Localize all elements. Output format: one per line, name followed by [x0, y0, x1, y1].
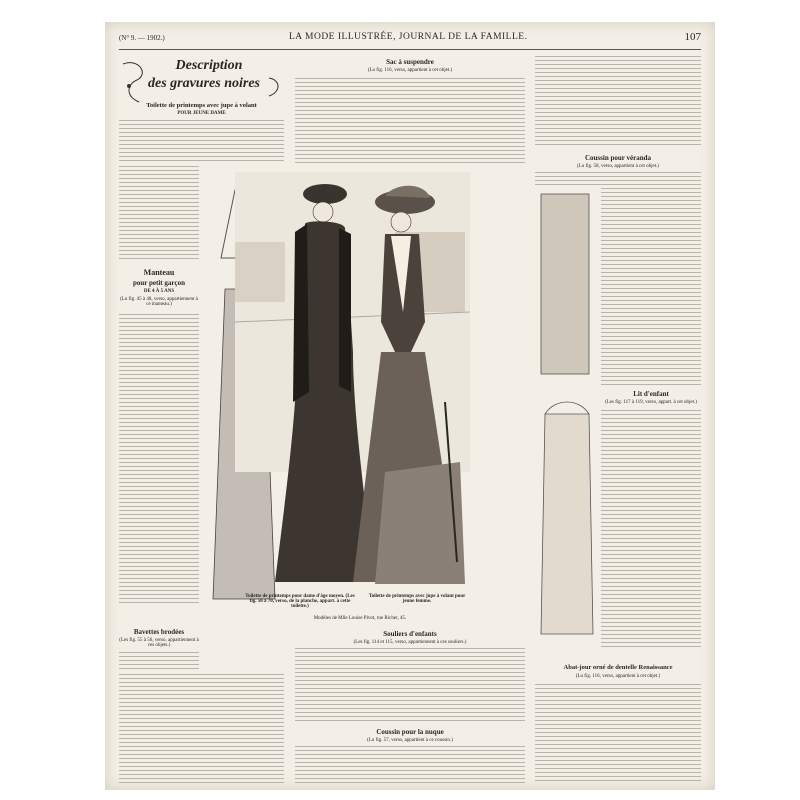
article-subtitle: DE 4 À 5 ANS: [143, 289, 175, 294]
article-title: Lit d'enfant: [633, 390, 669, 398]
issue-number: (N° 9. — 1902.): [119, 34, 165, 42]
article-body-text: [119, 166, 199, 260]
figure-reference: (Lu fig. 58, verso, appartient à cet objet.): [576, 164, 660, 169]
article-title: Sac à suspendre: [386, 58, 434, 66]
illustration-credit: Modèles de Mlle Louise Pivot, rue Richer, 45.: [313, 616, 407, 621]
illustration-caption-left: Toilette de printemps pour dame d'âge moyen. (Les fig. 56 à 70, verso, de la planche, appart. à cette toilette.): [245, 594, 355, 609]
article-title: Toilette de printemps avec jupe à volant: [146, 102, 257, 109]
article-title: Coussin pour la nuque: [376, 728, 444, 736]
child-bed-figure-icon: [535, 394, 599, 644]
magazine-page: [105, 22, 715, 790]
article-title: Souliers d'enfants: [383, 630, 437, 638]
journal-title: LA MODE ILLUSTRÉE, JOURNAL DE LA FAMILLE.: [289, 32, 528, 42]
article-body-text: [119, 652, 199, 672]
article-body-text: [119, 314, 199, 604]
article-body-text: [601, 410, 701, 650]
figure-reference: (Les fig. 114 et 115, verso, appartiennent à ces souliers.): [353, 640, 467, 645]
article-title: Bavettes brodées: [133, 628, 185, 636]
header-rule: [119, 49, 701, 50]
article-title: pour petit garçon: [133, 279, 185, 287]
article-title: Abat-jour orné de dentelle Renaissance: [563, 664, 673, 671]
fashion-plate-illustration: [235, 172, 470, 592]
article-body-text: [295, 78, 525, 164]
right-column: [535, 54, 701, 784]
figure-reference: (Les fig. 117 à 119, verso, appart. à cet objet.): [605, 400, 697, 405]
figure-reference: (Les fig. 55 à 56, verso, appartiennent à ces objets.): [119, 638, 199, 648]
article-subtitle: POUR JEUNE DAME: [177, 111, 226, 116]
article-body-text: [601, 188, 701, 388]
figure-reference: (Lu fig. 116, verso, appartient à cet objet.): [575, 674, 661, 679]
article-body-text: [535, 684, 701, 784]
figure-reference: (Lu fig. 116, verso, appartient à cet objet.): [367, 68, 453, 73]
running-header: [119, 32, 701, 46]
page-number: 107: [684, 31, 701, 43]
article-title: Manteau: [143, 268, 175, 277]
article-title: Coussin pour véranda: [584, 154, 651, 162]
article-body-text: [295, 648, 525, 724]
section-heading-line1: Description: [175, 58, 243, 73]
article-body-text: [119, 120, 284, 164]
article-body-text: [535, 172, 701, 186]
section-heading-line2: des gravures noires: [147, 76, 260, 91]
cushion-figure-icon: [535, 188, 595, 388]
figure-reference: (Lu fig. 45 à 48, verso, appartiennent à ce manteau.): [120, 297, 198, 307]
article-body-text: [119, 674, 284, 784]
illustration-caption-right: Toilette de printemps avec jupe à volant pour jeune femme.: [368, 594, 466, 604]
article-body-text: [535, 56, 701, 148]
center-column-lower: [295, 626, 525, 786]
article-body-text: [295, 746, 525, 786]
figure-reference: (Lu fig. 57, verso, appartient à ce coussin.): [367, 738, 453, 743]
